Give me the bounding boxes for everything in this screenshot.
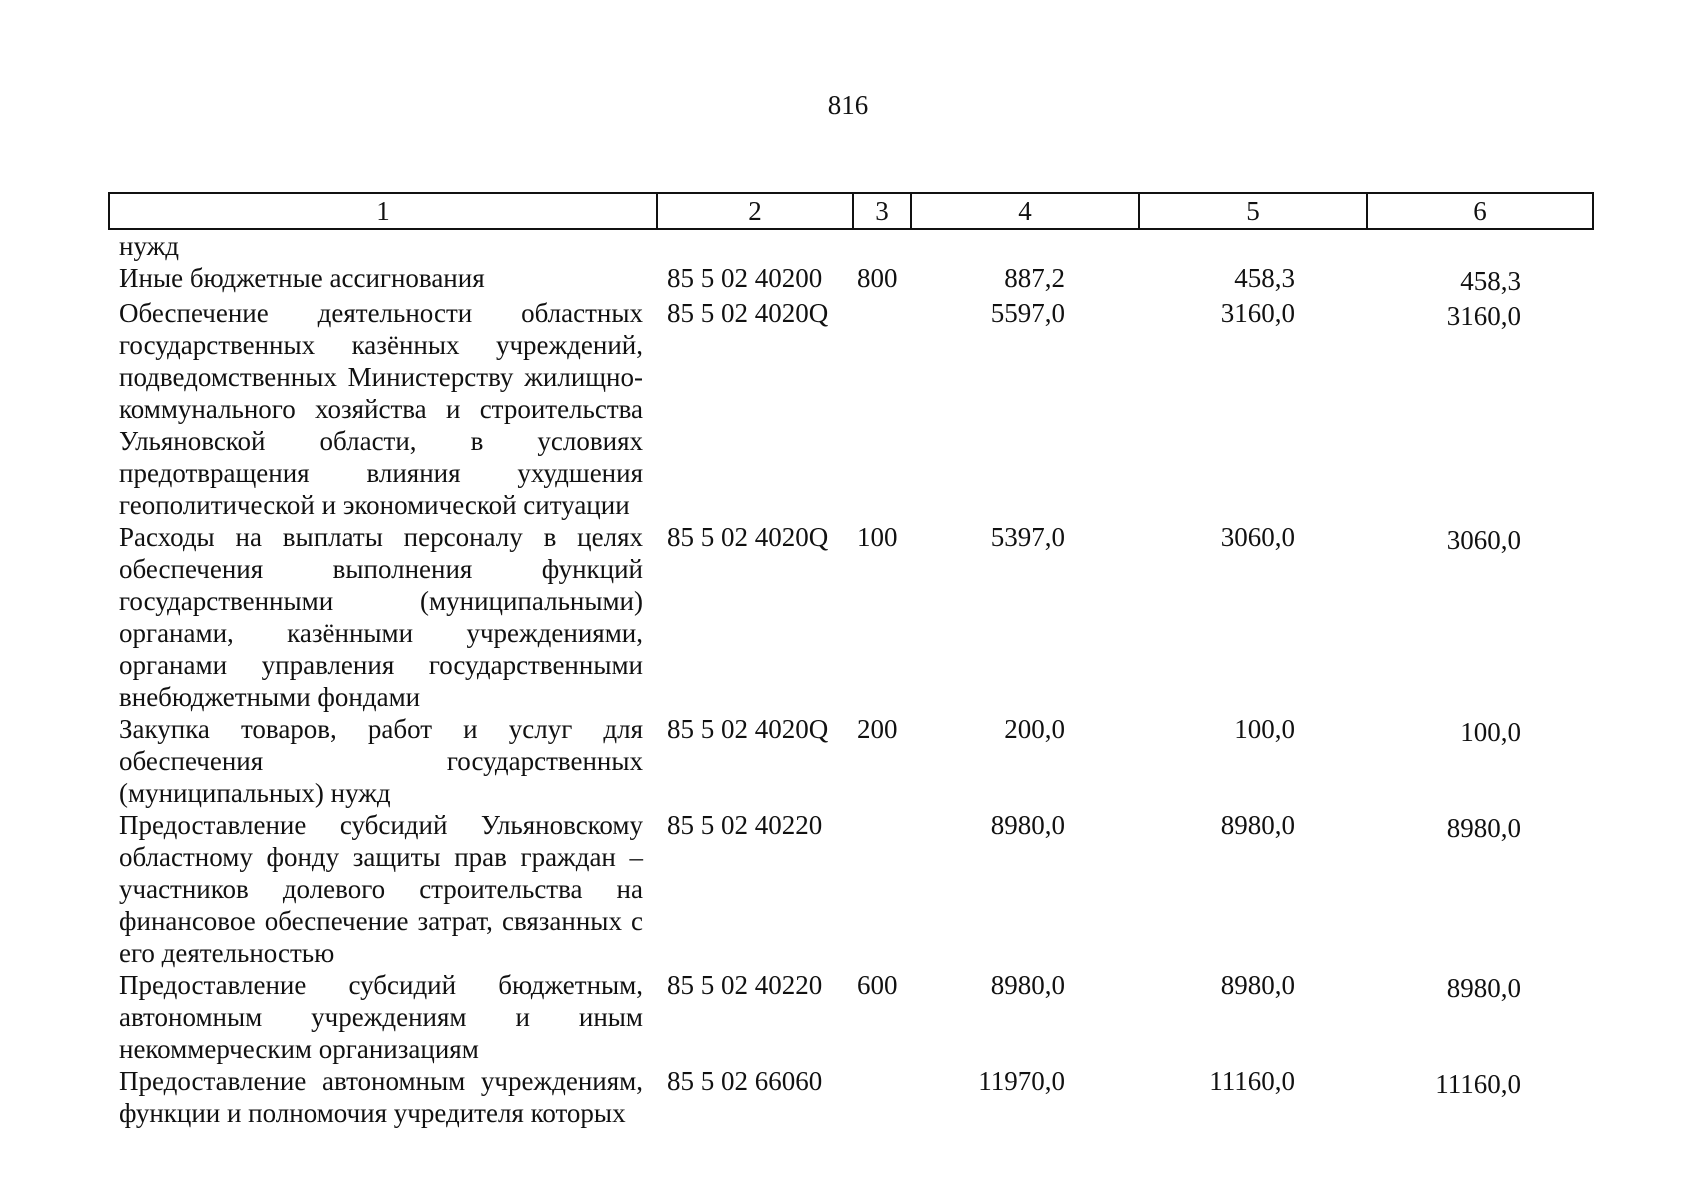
table-header-row — [109, 193, 1593, 229]
page-number: 816 — [827, 90, 869, 120]
row-name: нужд — [119, 231, 179, 261]
table-row — [109, 713, 1593, 809]
row-code: 85 5 02 40200 — [667, 263, 823, 293]
row-code: 85 5 02 40220 — [667, 970, 823, 1000]
row-value-5: 458,3 — [1234, 263, 1295, 293]
row-value-6: 100,0 — [1460, 717, 1521, 747]
column-header: 1 — [109, 193, 657, 229]
row-name: Расходы на выплаты персоналу в целях обеспечения выполнения функций государственными (муниципальными) органами, казёнными учреждениями, органами управления государственными внебюджетными фондами — [119, 522, 643, 712]
row-name: Предоставление субсидий Ульяновскому областному фонду защиты прав граждан – участников долевого строительства на финансовое обеспечение затрат, связанных с его деятельностью — [119, 810, 643, 968]
row-name: Предоставление субсидий бюджетным, автономным учреждениям и иным некоммерческим организациям — [119, 970, 643, 1064]
column-header: 4 — [911, 193, 1139, 229]
table-row — [109, 229, 1593, 262]
table-row — [109, 1065, 1593, 1129]
row-code: 85 5 02 4020Q — [667, 522, 829, 552]
row-expense-type: 100 — [857, 522, 898, 552]
row-value-6: 458,3 — [1460, 266, 1521, 296]
row-name: Предоставление автономным учреждениям, функции и полномочия учредителя которых — [119, 1066, 643, 1128]
table-row — [109, 809, 1593, 969]
row-value-5: 8980,0 — [1220, 970, 1295, 1000]
row-value-5 — [1139, 229, 1367, 262]
row-value-4: 200,0 — [1004, 714, 1065, 744]
row-code: 85 5 02 40220 — [667, 810, 823, 840]
row-expense-type: 800 — [857, 263, 898, 293]
column-header: 2 — [657, 193, 853, 229]
row-code: 85 5 02 4020Q — [667, 298, 829, 328]
row-name: Обеспечение деятельности областных государственных казённых учреждений, подведомственных Министерству жилищно-коммунального хозяйства и строительства Ульяновской области, в условиях предотвращения влияния ухудшения геополитической и экономической ситуации — [119, 298, 643, 520]
row-value-4: 8980,0 — [990, 970, 1065, 1000]
row-code — [657, 229, 853, 262]
row-expense-type — [853, 229, 911, 262]
row-code: 85 5 02 66060 — [667, 1066, 823, 1096]
row-value-4: 5597,0 — [990, 298, 1065, 328]
row-value-5: 3060,0 — [1220, 522, 1295, 552]
row-expense-type — [853, 297, 911, 521]
row-value-4: 8980,0 — [990, 810, 1065, 840]
row-expense-type: 600 — [857, 970, 898, 1000]
row-value-6: 3060,0 — [1446, 525, 1521, 555]
table-row — [109, 969, 1593, 1065]
budget-table — [108, 192, 1594, 1129]
row-value-5: 3160,0 — [1220, 298, 1295, 328]
row-expense-type — [853, 809, 911, 969]
row-name: Закупка товаров, работ и услуг для обеспечения государственных (муниципальных) нужд — [119, 714, 643, 808]
row-value-6: 8980,0 — [1446, 973, 1521, 1003]
row-value-4: 11970,0 — [978, 1066, 1065, 1096]
row-value-4: 5397,0 — [990, 522, 1065, 552]
row-value-5: 11160,0 — [1209, 1066, 1295, 1096]
row-value-6 — [1367, 229, 1593, 262]
table-row — [109, 262, 1593, 297]
column-header: 3 — [853, 193, 911, 229]
row-value-6: 3160,0 — [1446, 301, 1521, 331]
column-header: 5 — [1139, 193, 1367, 229]
row-value-6: 8980,0 — [1446, 813, 1521, 843]
row-value-6: 11160,0 — [1435, 1069, 1521, 1099]
column-header: 6 — [1367, 193, 1593, 229]
row-value-4 — [911, 229, 1139, 262]
row-value-5: 8980,0 — [1220, 810, 1295, 840]
row-value-4: 887,2 — [1004, 263, 1065, 293]
table-row — [109, 297, 1593, 521]
row-expense-type — [853, 1065, 911, 1129]
row-name: Иные бюджетные ассигнования — [119, 263, 485, 293]
row-value-5: 100,0 — [1234, 714, 1295, 744]
row-expense-type: 200 — [857, 714, 898, 744]
table-row — [109, 521, 1593, 713]
row-code: 85 5 02 4020Q — [667, 714, 829, 744]
